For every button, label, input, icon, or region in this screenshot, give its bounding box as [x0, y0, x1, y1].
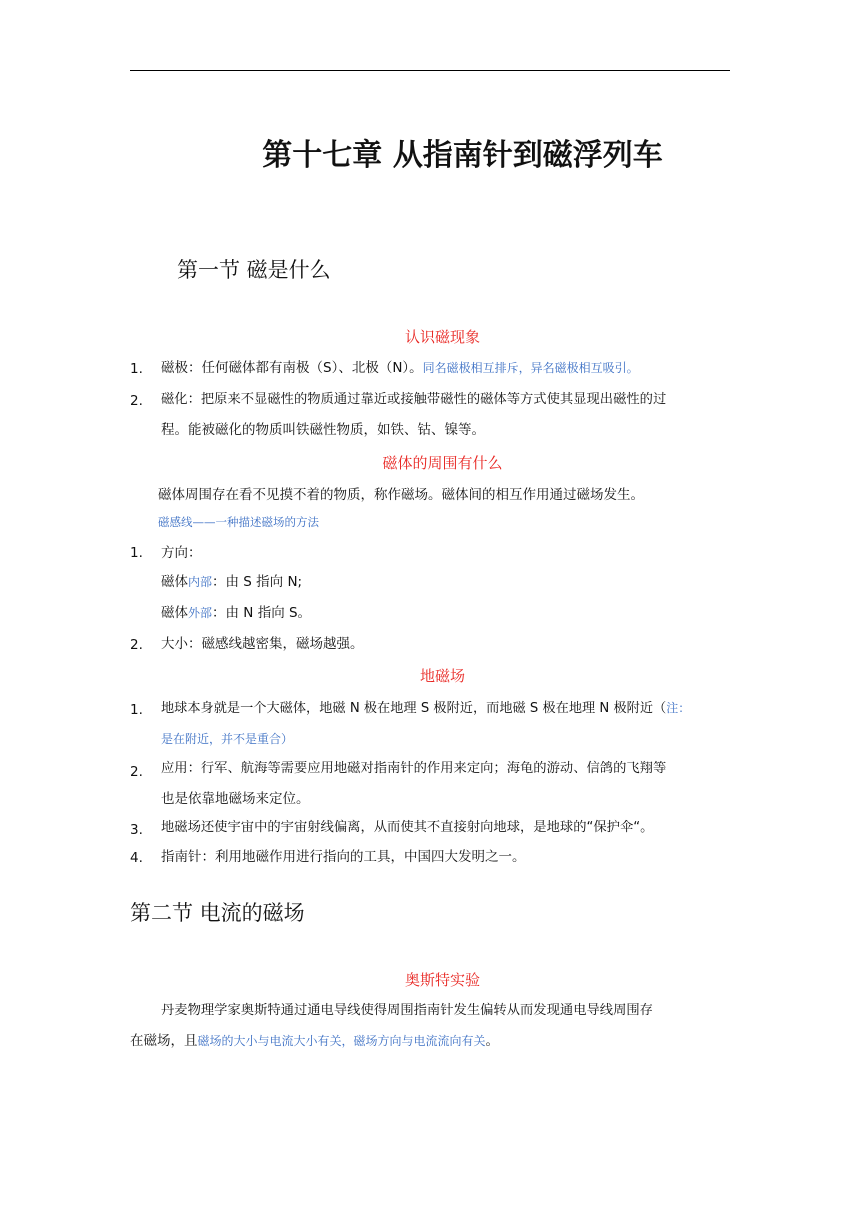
list-number: 2.: [130, 637, 143, 653]
line-prefix: 在磁场，且: [130, 1033, 198, 1049]
heading-recognize: 认识磁现象: [404, 328, 480, 346]
item-note-cont: 是在附近，并不是重合）: [161, 732, 294, 746]
list-subitem: [161, 603, 311, 623]
subitem-prefix: 磁体: [161, 574, 188, 590]
item-text: 地球本身就是一个大磁体，地磁 N 极在地理 S 极附近，而地磁 S 极在地理 N 极附近（: [161, 701, 667, 716]
subitem-suffix: ：由 S 指向 N;: [212, 574, 303, 590]
list-item: [161, 358, 639, 378]
paragraph: 磁体周围存在看不见摸不着的物质，称作磁场。磁体间的相互作用通过磁场发生。: [158, 487, 644, 503]
heading-surroundings: 磁体的周围有什么: [382, 454, 503, 472]
subitem-highlight: 外部: [188, 606, 213, 620]
list-item: 大小：磁感线越密集，磁场越强。: [161, 636, 364, 652]
list-item-line1: 磁化：把原来不显磁性的物质通过靠近或接触带磁性的磁体等方式使其显现出磁性的过: [161, 392, 667, 407]
list-item: 指南针：利用地磁作用进行指向的工具，中国四大发明之一。: [161, 849, 526, 865]
list-number: 1.: [130, 361, 143, 377]
list-number: 4.: [130, 850, 143, 866]
paragraph-line2: [130, 1031, 499, 1051]
list-number: 2.: [130, 393, 143, 409]
list-number: 3.: [130, 822, 143, 838]
list-item-line1: 应用：行军、航海等需要应用地磁对指南针的作用来定向；海龟的游动、信鸽的飞翔等: [161, 761, 667, 776]
list-item: [161, 698, 690, 719]
subitem-suffix: ：由 N 指向 S。: [212, 605, 312, 621]
chapter-title: 第十七章 从指南针到磁浮列车: [262, 138, 663, 173]
line-note: 磁场的大小与电流大小有关，磁场方向与电流流向有关: [197, 1034, 486, 1048]
line-suffix: 。: [485, 1033, 500, 1049]
list-item: 方向：: [161, 545, 202, 561]
list-number: 1.: [130, 702, 143, 718]
field-lines-note: 磁感线——一种描述磁场的方法: [158, 515, 319, 529]
list-item-line2: 也是依靠地磁场来定位。: [161, 791, 310, 807]
heading-oersted: 奥斯特实验: [404, 971, 480, 989]
subitem-highlight: 内部: [188, 575, 213, 589]
list-number: 1.: [130, 545, 143, 561]
paragraph-line1: 丹麦物理学家奥斯特通过通电导线使得周围指南针发生偏转从而发现通电导线周围存: [161, 1003, 653, 1018]
subitem-prefix: 磁体: [161, 605, 188, 621]
list-number: 2.: [130, 764, 143, 780]
list-item-line2: 程。能被磁化的物质叫铁磁性物质，如铁、钴、镍等。: [161, 422, 485, 438]
section1-title: 第一节 磁是什么: [177, 258, 331, 282]
item-note: 注：: [666, 701, 691, 715]
item-text: 磁极：任何磁体都有南极（S）、北极（N）。: [161, 360, 423, 376]
item-note: 同名磁极相互排斥，异名磁极相互吸引。: [422, 361, 639, 375]
header-rule: [130, 70, 730, 71]
heading-geomagnetism: 地磁场: [419, 667, 465, 685]
section2-title: 第二节 电流的磁场: [130, 901, 305, 925]
list-subitem: [161, 572, 302, 592]
list-item: 地磁场还使宇宙中的宇宙射线偏离，从而使其不直接射向地球，是地球的“保护伞“。: [161, 820, 654, 835]
